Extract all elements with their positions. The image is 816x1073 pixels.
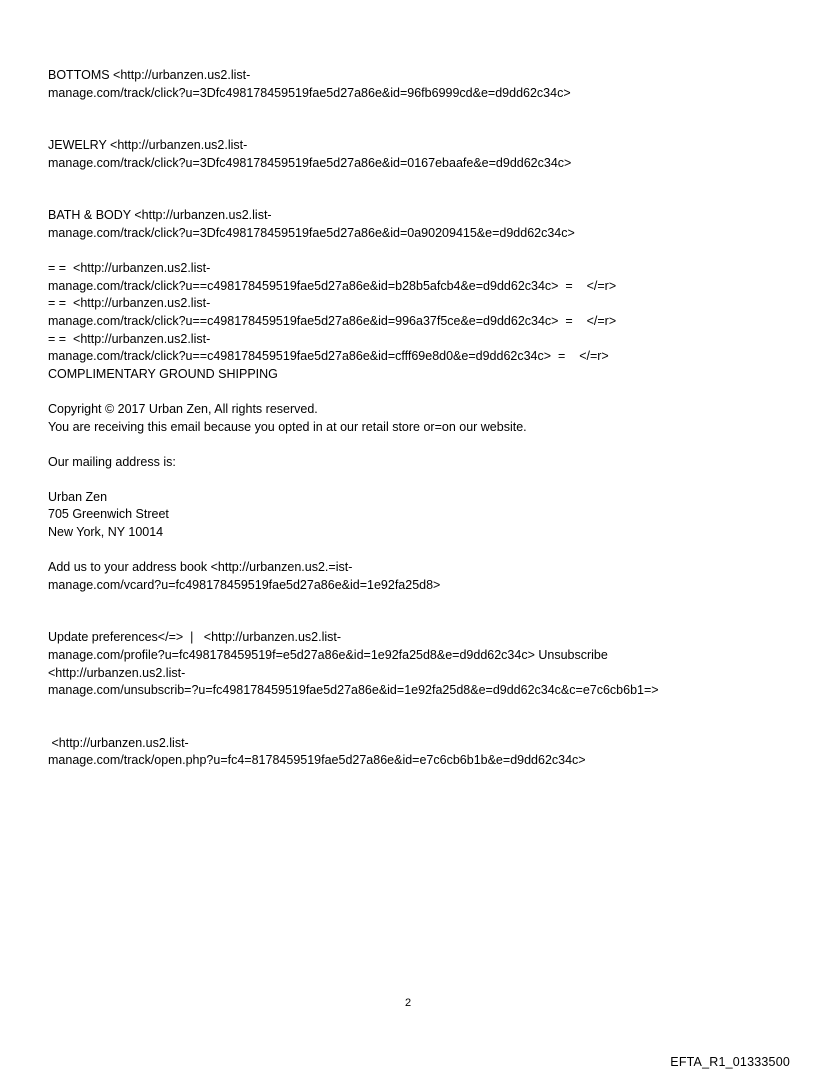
text-line: manage.com/track/click?u==c498178459519fae5d27a86e&id=cfff69e8d0&e=d9dd62c34c> = </=r> xyxy=(48,349,609,364)
section-address-book xyxy=(48,559,788,594)
mailing-address-label: Our mailing address is: xyxy=(48,454,176,469)
section-bath-body xyxy=(48,207,788,242)
address-street: 705 Greenwich Street xyxy=(48,507,169,522)
text-line: manage.com/track/click?u=3Dfc498178459519fae5d27a86e&id=96fb6999cd&e=d9dd62c34c> xyxy=(48,85,571,100)
section-bottoms xyxy=(48,67,788,102)
shipping-banner-text: COMPLIMENTARY GROUND SHIPPING xyxy=(48,366,278,381)
section-social-links xyxy=(48,260,788,383)
text-line: manage.com/track/click?u==c498178459519fae5d27a86e&id=996a37f5ce&e=d9dd62c34c> = </=r> xyxy=(48,313,617,328)
text-line: manage.com/track/click?u=3Dfc498178459519fae5d27a86e&id=0a90209415&e=d9dd62c34c> xyxy=(48,225,575,240)
spacer xyxy=(48,102,788,137)
section-copyright xyxy=(48,401,788,436)
spacer xyxy=(48,700,788,735)
text-line: manage.com/unsubscrib=?u=fc498178459519fae5d27a86e&id=1e92fa25d8&e=d9dd62c34c&c=e7c6cb6b1=> xyxy=(48,683,659,698)
section-tracking xyxy=(48,735,788,770)
text-line: <http://urbanzen.us2.list- xyxy=(48,735,189,750)
section-jewelry xyxy=(48,137,788,172)
text-line: <http://urbanzen.us2.list- xyxy=(48,665,186,680)
spacer xyxy=(48,436,788,454)
page-number: 2 xyxy=(404,997,412,1009)
text-line: manage.com/track/click?u==c498178459519fae5d27a86e&id=b28b5afcb4&e=d9dd62c34c> = </=r> xyxy=(48,278,617,293)
text-line: manage.com/profile?u=fc498178459519f=e5d27a86e&id=1e92fa25d8&e=d9dd62c34c> Unsubscribe xyxy=(48,648,608,663)
text-line: = = <http://urbanzen.us2.list- xyxy=(48,296,211,311)
section-preferences xyxy=(48,629,788,699)
text-line: = = <http://urbanzen.us2.list- xyxy=(48,261,211,276)
text-line: BATH & BODY <http://urbanzen.us2.list- xyxy=(48,208,272,223)
text-line: manage.com/vcard?u=fc498178459519fae5d27a86e&id=1e92fa25d8> xyxy=(48,577,441,592)
email-body xyxy=(48,67,788,770)
address-company: Urban Zen xyxy=(48,489,108,504)
section-address xyxy=(48,489,788,542)
text-line: BOTTOMS <http://urbanzen.us2.list- xyxy=(48,68,251,82)
spacer xyxy=(48,471,788,489)
spacer xyxy=(48,243,788,261)
address-city: New York, NY 10014 xyxy=(48,525,164,540)
text-line: Add us to your address book <http://urbanzen.us2.=ist- xyxy=(48,560,353,575)
spacer xyxy=(48,383,788,401)
text-line: = = <http://urbanzen.us2.list- xyxy=(48,331,211,346)
text-line: manage.com/track/open.php?u=fc4=8178459519fae5d27a86e&id=e7c6cb6b1b&e=d9dd62c34c> xyxy=(48,753,586,768)
text-line: JEWELRY <http://urbanzen.us2.list- xyxy=(48,138,248,153)
copyright-text: Copyright © 2017 Urban Zen, All rights reserved. xyxy=(48,401,318,416)
text-line: manage.com/track/click?u=3Dfc498178459519fae5d27a86e&id=0167ebaafe&e=d9dd62c34c> xyxy=(48,155,572,170)
document-id-stamp: EFTA_R1_01333500 xyxy=(670,1055,790,1069)
spacer xyxy=(48,594,788,629)
spacer xyxy=(48,542,788,560)
spacer xyxy=(48,172,788,207)
text-line: Update preferences</=> | <http://urbanzen.us2.list- xyxy=(48,630,342,645)
opt-in-notice: You are receiving this email because you opted in at our retail store or=on our website. xyxy=(48,419,527,434)
section-mailing-label xyxy=(48,454,788,472)
